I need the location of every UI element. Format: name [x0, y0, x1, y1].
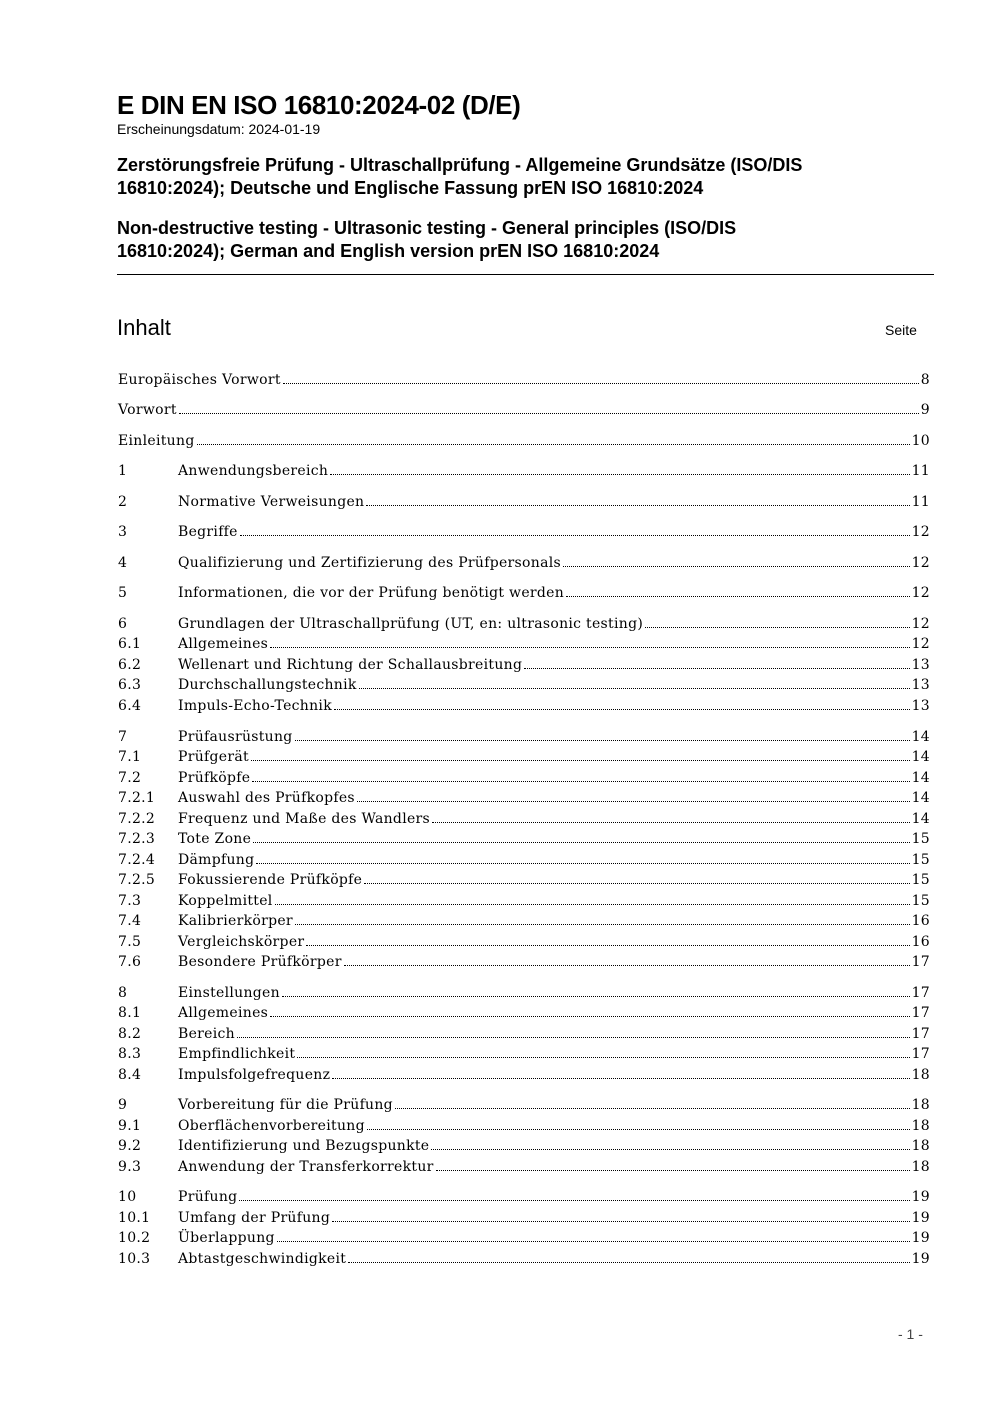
toc-entry-page: 16 [911, 913, 930, 929]
toc-entry[interactable] [118, 788, 930, 808]
toc-dot-leader [306, 945, 909, 946]
toc-entry-page: 15 [911, 831, 930, 847]
toc-dot-leader [645, 627, 909, 628]
toc-dot-leader [348, 1262, 909, 1263]
toc-entry-page: 14 [911, 770, 930, 786]
toc-entry-title: Vorbereitung für die Prüfung [178, 1097, 393, 1113]
toc-entry[interactable] [118, 1228, 930, 1248]
title-english-line-1: Non-destructive testing - Ultrasonic testing - General principles (ISO/DIS [117, 218, 737, 238]
toc-dot-leader [295, 924, 910, 925]
toc-entry-page: 12 [911, 555, 930, 571]
toc-dot-leader [359, 688, 910, 689]
toc-entry-title: Bereich [178, 1026, 235, 1042]
toc-entry-title: Vergleichskörper [178, 934, 305, 950]
toc-entry-page: 19 [911, 1189, 930, 1205]
toc-dot-leader [252, 781, 909, 782]
toc-entry-title: Prüfausrüstung [178, 729, 293, 745]
toc-entry-title: Allgemeines [178, 636, 269, 652]
toc-entry-title: Besondere Prüfkörper [178, 954, 342, 970]
toc-entry[interactable] [118, 747, 930, 767]
toc-entry-title: Wellenart und Richtung der Schallausbreitung [178, 657, 523, 673]
toc-dot-leader [563, 566, 910, 567]
publication-date: Erscheinungsdatum: 2024-01-19 [117, 121, 321, 137]
toc-entry-page: 19 [911, 1210, 930, 1226]
toc-entry-title: Durchschallungstechnik [178, 677, 357, 693]
toc-entry-title: Überlappung [178, 1230, 275, 1246]
toc-entry[interactable] [118, 1044, 930, 1064]
toc-entry-number: 9.3 [118, 1159, 142, 1175]
toc-entry[interactable] [118, 522, 930, 542]
toc-entry[interactable] [118, 809, 930, 829]
toc-entry-page: 19 [911, 1251, 930, 1267]
toc-entry-number: 10 [118, 1189, 137, 1205]
toc-dot-leader [270, 1016, 909, 1017]
toc-entry-title: Allgemeines [178, 1005, 269, 1021]
toc-entry[interactable] [118, 1208, 930, 1228]
toc-entry-number: 6.1 [118, 636, 142, 652]
toc-entry-page: 18 [911, 1097, 930, 1113]
toc-dot-leader [330, 474, 909, 475]
toc-entry[interactable] [118, 614, 930, 634]
toc-entry-number: 8.4 [118, 1067, 142, 1083]
toc-entry[interactable] [118, 431, 930, 451]
toc-entry-title: Impuls-Echo-Technik [178, 698, 332, 714]
toc-dot-leader [197, 444, 910, 445]
toc-entry-number: 6.3 [118, 677, 142, 693]
toc-entry[interactable] [118, 1065, 930, 1085]
toc-entry-page: 9 [920, 402, 930, 418]
toc-dot-leader [357, 801, 910, 802]
toc-entry-page: 18 [911, 1159, 930, 1175]
toc-entry-page: 17 [911, 1026, 930, 1042]
title-english-line-2: 16810:2024); German and English version prEN ISO 16810:2024 [117, 241, 660, 261]
toc-entry-page: 19 [911, 1230, 930, 1246]
toc-entry-title: Umfang der Prüfung [178, 1210, 331, 1226]
toc-entry[interactable] [118, 675, 930, 695]
toc-entry[interactable] [118, 553, 930, 573]
toc-entry-page: 11 [911, 494, 930, 510]
toc-entry-title: Einstellungen [178, 985, 280, 1001]
toc-entry-title: Frequenz und Maße des Wandlers [178, 811, 431, 827]
toc-dot-leader [251, 760, 910, 761]
toc-entry-title: Dämpfung [178, 852, 255, 868]
toc-dot-leader [277, 1241, 910, 1242]
toc-entry-page: 17 [911, 1046, 930, 1062]
toc-entry[interactable] [118, 1249, 930, 1269]
toc-entry-page: 11 [911, 463, 930, 479]
toc-dot-leader [332, 1221, 909, 1222]
toc-dot-leader [524, 668, 909, 669]
toc-entry-title: Fokussierende Prüfköpfe [178, 872, 363, 888]
toc-entry-number: 7.6 [118, 954, 142, 970]
toc-entry-number: 4 [118, 555, 128, 571]
toc-entry-number: 9.2 [118, 1138, 142, 1154]
toc-entry-title: Einleitung [118, 433, 195, 449]
toc-entry-title: Koppelmittel [178, 893, 273, 909]
toc-entry-number: 8 [118, 985, 128, 1001]
toc-entry[interactable] [118, 1136, 930, 1156]
toc-entry-number: 9.1 [118, 1118, 142, 1134]
toc-dot-leader [432, 822, 910, 823]
toc-entry[interactable] [118, 1095, 930, 1115]
toc-entry[interactable] [118, 983, 930, 1003]
toc-entry[interactable] [118, 370, 930, 390]
toc-entry-number: 10.3 [118, 1251, 151, 1267]
title-german-line-2: 16810:2024); Deutsche und Englische Fassung prEN ISO 16810:2024 [117, 178, 704, 198]
header-divider [117, 274, 934, 275]
toc-entry-title: Impulsfolgefrequenz [178, 1067, 331, 1083]
toc-entry-number: 8.1 [118, 1005, 142, 1021]
toc-entry-title: Qualifizierung und Zertifizierung des Prüfpersonals [178, 555, 561, 571]
toc-entry[interactable] [118, 696, 930, 716]
toc-entry-title: Kalibrierkörper [178, 913, 293, 929]
toc-entry-number: 8.2 [118, 1026, 142, 1042]
toc-entry-page: 15 [911, 893, 930, 909]
toc-entry-number: 7.2 [118, 770, 142, 786]
toc-entry-number: 1 [118, 463, 128, 479]
toc-entry-number: 2 [118, 494, 128, 510]
toc-entry-page: 18 [911, 1118, 930, 1134]
toc-entry-page: 13 [911, 657, 930, 673]
title-german-line-1: Zerstörungsfreie Prüfung - Ultraschallprüfung - Allgemeine Grundsätze (ISO/DIS [117, 155, 803, 175]
toc-entry-number: 6.2 [118, 657, 142, 673]
toc-entry-title: Prüfgerät [178, 749, 249, 765]
toc-entry-page: 18 [911, 1067, 930, 1083]
toc-dot-leader [253, 842, 909, 843]
toc-entry-page: 17 [911, 985, 930, 1001]
title-german [117, 154, 934, 200]
toc-dot-leader [332, 1078, 909, 1079]
toc-entry-page: 13 [911, 698, 930, 714]
toc-entry-page: 12 [911, 616, 930, 632]
toc-entry-number: 7.4 [118, 913, 142, 929]
toc-entry[interactable] [118, 952, 930, 972]
toc-entry-page: 17 [911, 954, 930, 970]
toc-entry[interactable] [118, 1187, 930, 1207]
toc-dot-leader [270, 647, 909, 648]
toc-dot-leader [367, 1129, 910, 1130]
toc-entry-page: 14 [911, 749, 930, 765]
toc-entry[interactable] [118, 850, 930, 870]
toc-entry-title: Grundlagen der Ultraschallprüfung (UT, en: ultrasonic testing) [178, 616, 644, 632]
title-english [117, 217, 934, 263]
toc-entry-number: 7.2.5 [118, 872, 156, 888]
document-header [117, 88, 934, 263]
toc-entry-page: 18 [911, 1138, 930, 1154]
toc-entry[interactable] [118, 655, 930, 675]
toc-entry-number: 10.2 [118, 1230, 151, 1246]
toc-dot-leader [366, 505, 909, 506]
toc-entry-number: 7.2.2 [118, 811, 156, 827]
toc-entry-title: Prüfung [178, 1189, 238, 1205]
toc-dot-leader [334, 709, 910, 710]
toc-entry-page: 12 [911, 585, 930, 601]
toc-dot-leader [344, 965, 910, 966]
toc-entry[interactable] [118, 583, 930, 603]
toc-entry-page: 14 [911, 790, 930, 806]
toc-entry-page: 14 [911, 729, 930, 745]
toc-entry-number: 6 [118, 616, 128, 632]
toc-entry[interactable] [118, 1116, 930, 1136]
toc-entry[interactable] [118, 1157, 930, 1177]
toc-entry-number: 8.3 [118, 1046, 142, 1062]
toc-entry-title: Begriffe [178, 524, 238, 540]
toc-entry-number: 5 [118, 585, 128, 601]
toc-entry-title: Informationen, die vor der Prüfung benötigt werden [178, 585, 565, 601]
page-number: - 1 - [898, 1326, 923, 1342]
toc-entry[interactable] [118, 492, 930, 512]
toc-entry-page: 17 [911, 1005, 930, 1021]
toc-dot-leader [240, 535, 910, 536]
toc-entry[interactable] [118, 870, 930, 890]
toc-entry-title: Anwendung der Transferkorrektur [178, 1159, 434, 1175]
toc-entry-number: 7 [118, 729, 128, 745]
toc-entry[interactable] [118, 829, 930, 849]
toc-entry[interactable] [118, 768, 930, 788]
toc-entry[interactable] [118, 727, 930, 747]
document-id: E DIN EN ISO 16810:2024-02 (D/E) [117, 90, 521, 120]
toc-entry-number: 10.1 [118, 1210, 151, 1226]
toc-entry-title: Anwendungsbereich [178, 463, 329, 479]
toc-entry-page: 13 [911, 677, 930, 693]
toc-entry-number: 6.4 [118, 698, 142, 714]
toc-entry-number: 7.1 [118, 749, 142, 765]
toc-entry[interactable] [118, 634, 930, 654]
toc-dot-leader [256, 863, 909, 864]
toc-dot-leader [237, 1037, 910, 1038]
toc-entry-number: 3 [118, 524, 128, 540]
toc-entry[interactable] [118, 461, 930, 481]
toc-entry-page: 16 [911, 934, 930, 950]
toc-entry-page: 8 [920, 372, 930, 388]
toc-entry-number: 7.2.4 [118, 852, 156, 868]
toc-entry-page: 15 [911, 852, 930, 868]
toc-dot-leader [566, 596, 909, 597]
toc-entry-title: Empfindlichkeit [178, 1046, 296, 1062]
toc-dot-leader [431, 1149, 909, 1150]
toc-entry-number: 7.2.3 [118, 831, 156, 847]
toc-entry-number: 7.5 [118, 934, 142, 950]
toc-entry-title: Prüfköpfe [178, 770, 251, 786]
toc-entry-title: Normative Verweisungen [178, 494, 365, 510]
toc-dot-leader [436, 1170, 910, 1171]
toc-entry[interactable] [118, 1024, 930, 1044]
toc-page-label: Seite [885, 322, 917, 338]
toc-entry-title: Vorwort [118, 402, 177, 418]
toc-entry-page: 12 [911, 636, 930, 652]
toc-dot-leader [283, 383, 919, 384]
toc-entry[interactable] [118, 400, 930, 420]
toc-dot-leader [297, 1057, 909, 1058]
toc-entry-title: Identifizierung und Bezugspunkte [178, 1138, 430, 1154]
toc-heading: Inhalt [117, 315, 171, 340]
toc-entry-title: Tote Zone [178, 831, 252, 847]
toc-dot-leader [364, 883, 909, 884]
toc-dot-leader [295, 740, 910, 741]
toc-entry-title: Europäisches Vorwort [118, 372, 281, 388]
toc-entry[interactable] [118, 932, 930, 952]
toc-entry[interactable] [118, 891, 930, 911]
toc-dot-leader [395, 1108, 910, 1109]
toc-dot-leader [239, 1200, 909, 1201]
toc-entry-page: 15 [911, 872, 930, 888]
toc-entry[interactable] [118, 1003, 930, 1023]
toc-entry-page: 14 [911, 811, 930, 827]
toc-dot-leader [179, 413, 919, 414]
toc-entry-page: 12 [911, 524, 930, 540]
toc-dot-leader [282, 996, 910, 997]
toc-entry-title: Oberflächenvorbereitung [178, 1118, 365, 1134]
toc-entry-title: Auswahl des Prüfkopfes [178, 790, 355, 806]
toc-entry-number: 7.2.1 [118, 790, 156, 806]
toc-entry[interactable] [118, 911, 930, 931]
toc-entry-number: 9 [118, 1097, 128, 1113]
toc-entry-title: Abtastgeschwindigkeit [178, 1251, 347, 1267]
toc-entry-number: 7.3 [118, 893, 142, 909]
toc-dot-leader [275, 904, 910, 905]
toc-entry-page: 10 [911, 433, 930, 449]
